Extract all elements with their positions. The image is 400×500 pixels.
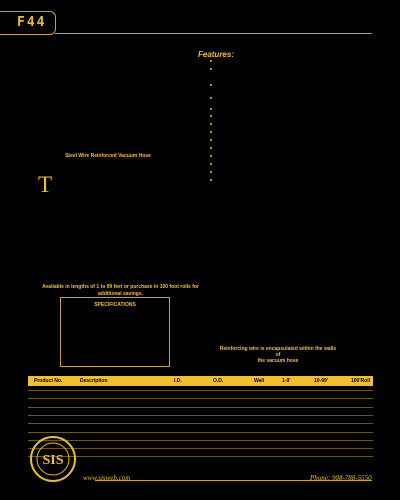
header-rule bbox=[55, 33, 372, 34]
feature-bullet bbox=[210, 163, 212, 165]
col-100-roll: 100'Roll bbox=[351, 378, 370, 384]
feature-bullet bbox=[210, 84, 212, 86]
availability-line-2: additional savings. bbox=[97, 291, 143, 297]
phone: Phone: 908-788-5550 bbox=[310, 474, 372, 482]
wire-note-line-1: Reinforcing wire is encapsulated within the walls of bbox=[219, 346, 337, 358]
col-id: I.D. bbox=[174, 378, 182, 384]
feature-bullet bbox=[210, 97, 212, 99]
table-row bbox=[28, 398, 373, 399]
feature-bullet bbox=[210, 115, 212, 117]
col-description: Description bbox=[80, 378, 108, 384]
feature-bullet bbox=[210, 155, 212, 157]
feature-bullet bbox=[210, 60, 212, 62]
feature-bullet bbox=[210, 171, 212, 173]
table-row bbox=[28, 448, 373, 449]
table-row bbox=[28, 415, 373, 416]
table-row bbox=[28, 390, 373, 391]
col-10-99: 10-99' bbox=[314, 378, 328, 384]
company-logo bbox=[28, 434, 78, 484]
feature-bullet bbox=[210, 108, 212, 110]
col-1-9: 1-9' bbox=[282, 378, 291, 384]
table-row bbox=[28, 456, 373, 457]
feature-bullet bbox=[210, 123, 212, 125]
table-row bbox=[28, 423, 373, 424]
feature-bullet bbox=[210, 179, 212, 181]
product-name: Steel Wire Reinforced Vacuum Hose bbox=[65, 153, 151, 159]
table-row bbox=[28, 407, 373, 408]
col-product-no: Product No. bbox=[34, 378, 63, 384]
model-code: F44 bbox=[17, 15, 47, 30]
table-header bbox=[28, 376, 373, 386]
feature-bullet bbox=[210, 131, 212, 133]
specifications-label: SPECIFICATIONS bbox=[94, 302, 136, 308]
wire-note-line-2: the vacuum hose bbox=[257, 358, 299, 364]
wire-note bbox=[218, 346, 338, 364]
specifications-box bbox=[60, 297, 170, 367]
feature-bullet bbox=[210, 147, 212, 149]
logo-text: SIS bbox=[42, 453, 64, 468]
drop-cap: T bbox=[38, 172, 53, 197]
col-od: O.D. bbox=[213, 378, 224, 384]
website: www.sisweb.com bbox=[83, 474, 131, 482]
availability-text bbox=[38, 284, 203, 298]
feature-bullet bbox=[210, 68, 212, 70]
table-row bbox=[28, 432, 373, 433]
model-code-tab bbox=[0, 11, 56, 35]
feature-bullet bbox=[210, 139, 212, 141]
table-row bbox=[28, 440, 373, 441]
availability-line-1: Available in lengths of 1 to 99 feet or purchase in 100 foot rolls for bbox=[42, 284, 199, 290]
features-title: Features: bbox=[197, 50, 234, 59]
col-wall: Wall bbox=[254, 378, 265, 384]
